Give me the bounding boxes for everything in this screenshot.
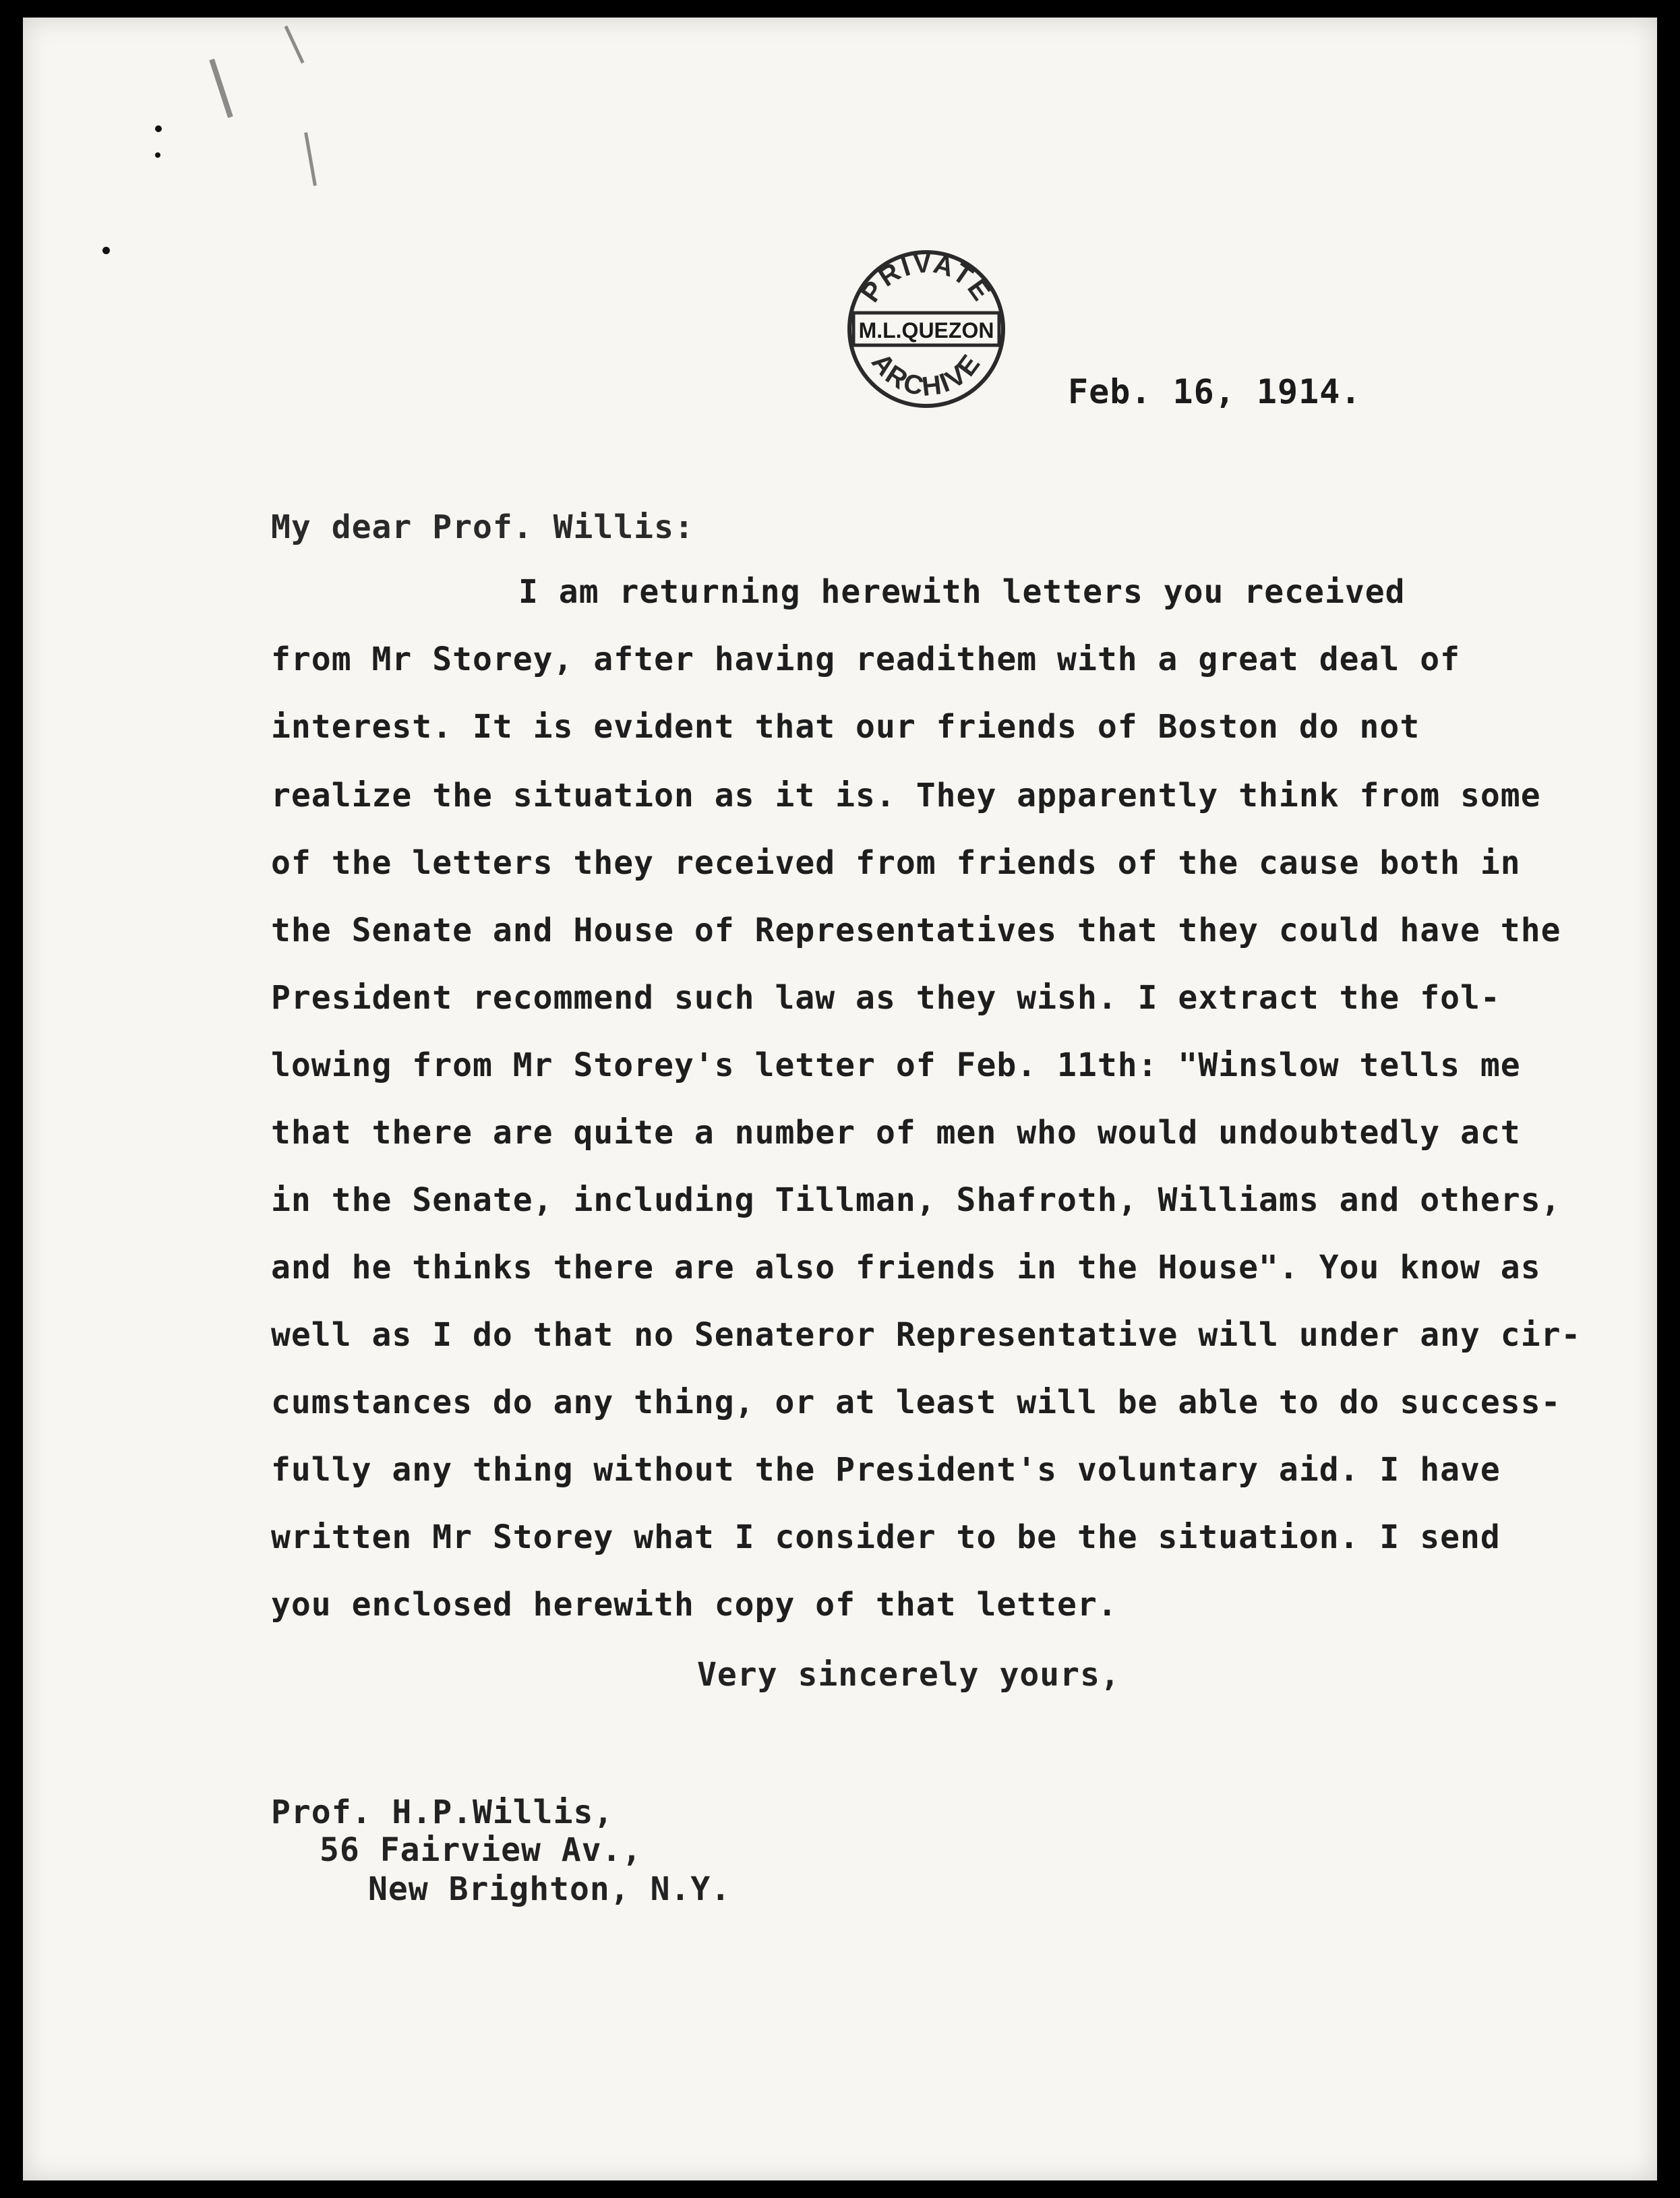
letter-date: Feb. 16, 1914. [1068, 372, 1362, 411]
salutation: My dear Prof. Willis: [271, 508, 694, 546]
scan-scratch [284, 26, 305, 63]
address-city: New Brighton, N.Y. [368, 1870, 731, 1908]
ink-speck [155, 125, 162, 132]
stamp-center-text: M.L.QUEZON [858, 318, 994, 343]
ink-speck [102, 247, 110, 254]
letter-page [23, 18, 1657, 2180]
body-line: and he thinks there are also friends in the House". You know as [271, 1249, 1541, 1286]
body-line: fully any thing without the President's voluntary aid. I have [271, 1451, 1501, 1489]
body-line: from Mr Storey, after having readithem with a great deal of [271, 641, 1461, 678]
archive-stamp [844, 247, 1009, 411]
body-line: I am returning herewith letters you received [518, 573, 1406, 611]
scan-scratch [209, 59, 233, 118]
body-line: well as I do that no Senateror Representative will under any cir- [271, 1316, 1582, 1354]
body-line: you enclosed herewith copy of that letter. [271, 1586, 1118, 1624]
body-line: that there are quite a number of men who would undoubtedly act [271, 1114, 1521, 1152]
body-line: cumstances do any thing, or at least will be able to do success- [271, 1384, 1561, 1421]
scan-scratch [304, 132, 317, 186]
body-line: interest. It is evident that our friends of Boston do not [271, 708, 1420, 746]
body-line: lowing from Mr Storey's letter of Feb. 11th: "Winslow tells me [271, 1046, 1521, 1084]
closing: Very sincerely yours, [697, 1656, 1120, 1694]
body-line: written Mr Storey what I consider to be the situation. I send [271, 1518, 1501, 1556]
address-street: 56 Fairview Av., [320, 1831, 642, 1869]
body-line: realize the situation as it is. They apparently think from some [271, 777, 1541, 814]
body-line: in the Senate, including Tillman, Shafroth, Williams and others, [271, 1181, 1561, 1219]
ink-speck [155, 152, 160, 158]
body-line: of the letters they received from friends of the cause both in [271, 844, 1521, 882]
stamp-top-text: PRIVATE [855, 248, 998, 308]
body-line: the Senate and House of Representatives that they could have the [271, 912, 1561, 949]
stamp-bottom-text: ARCHIVE [865, 347, 987, 403]
address-name: Prof. H.P.Willis, [271, 1793, 614, 1831]
body-line: President recommend such law as they wish. I extract the fol- [271, 979, 1501, 1017]
